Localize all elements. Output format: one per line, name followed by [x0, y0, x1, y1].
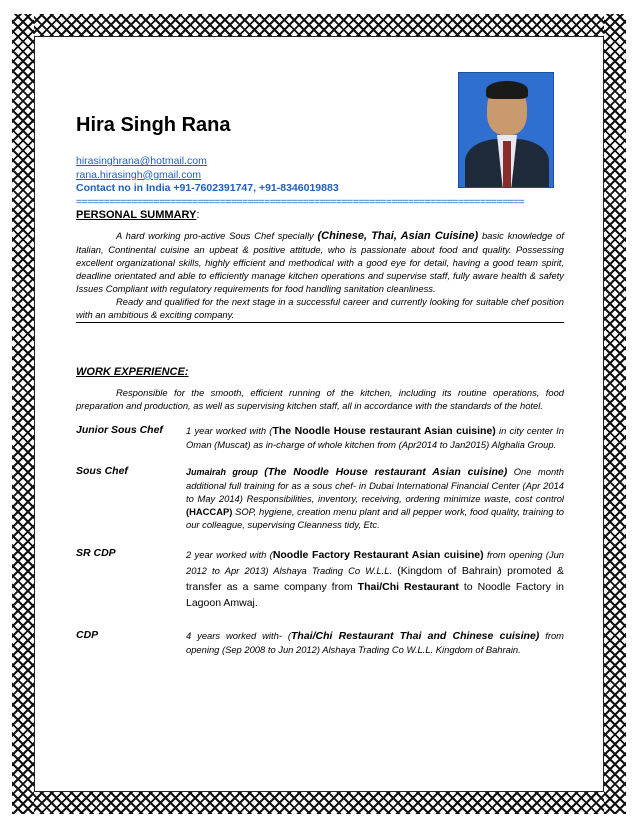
job-list [76, 424, 564, 656]
job-description: 2 year worked with (Noodle Factory Restaurant Asian cuisine) from opening (Jun 2012 to Apr 2013) Alshaya Trading Co W.L.L. (Kingdom of Bahrain) promoted & transfer as a same company from Thai/Chi Restaurant to Noodle Factory in Lagoon Amwaj. [186, 549, 565, 609]
job-description: 1 year worked with (The Noodle House restaurant Asian cuisine) in city center In Oman (Muscat) as in-charge of whole kitchen from (Apr2014 to Jan2015) Alghalia Group. [186, 425, 564, 450]
decorative-border-left [12, 14, 34, 814]
job-title: Junior Sous Chef [76, 424, 163, 436]
heading-colon: : [184, 366, 189, 378]
personal-summary-section [76, 209, 564, 323]
work-experience-section [76, 366, 564, 670]
job-description: 4 years worked with- (Thai/Chi Restaurant Thai and Chinese cuisine) from opening (Sep 2008 to Jun 2012) Alshaya Trading Co W.L.L. Kingdom of Bahrain. [186, 630, 564, 655]
decorative-border-bottom [12, 792, 626, 814]
personal-summary-heading: PERSONAL SUMMARY [76, 209, 197, 221]
summary-paragraph-1: A hard working pro-active Sous Chef specially (Chinese, Thai, Asian Cuisine) basic knowledge of Italian, Continental cuisine an upbeat & positive attitude, who is passionate about food and quality. Possessing excellent organizational skills, highly efficient and methodical with a good eye for detail, having a good team spirit, deadline orientated and able to efficiently manage kitchen operations and supervise staff, fully aware health & safety Issues Compliant with regulatory requirements for food handling sanitation cleanliness. [76, 230, 564, 294]
contact-block [76, 155, 566, 209]
work-experience-heading: WORK EXPERIENCE [76, 366, 185, 378]
job-entry [76, 465, 564, 531]
job-entry [76, 424, 564, 451]
heading-colon: : [196, 209, 200, 221]
job-entry [76, 547, 564, 611]
job-entry [76, 629, 564, 656]
phone-numbers: Contact no in India +91-7602391747, +91-8346019883 [76, 182, 339, 194]
job-title: CDP [76, 629, 99, 641]
job-title: Sous Chef [76, 465, 128, 477]
job-title: SR CDP [76, 547, 116, 559]
email-link-2[interactable]: rana.hirasingh@gmail.com [76, 168, 202, 181]
candidate-name: Hira Singh Rana [76, 114, 231, 136]
experience-intro: Responsible for the smooth, efficient running of the kitchen, including its routine operations, food preparation and production, as well as supervising kitchen staff, all in accordance with the standards of the hotel. [76, 387, 564, 411]
decorative-border-right [604, 14, 626, 814]
separator-line: ================================================================================= [76, 195, 525, 208]
email-link-1[interactable]: hirasinghrana@hotmail.com [76, 155, 207, 167]
summary-paragraph-2: Ready and qualified for the next stage in a successful career and currently looking for suitable chef position with an ambitious & exciting company. [76, 295, 564, 323]
job-description: Jumairah group (The Noodle House restaurant Asian cuisine) One month additional full training for as a sous chef- in Dubai International Financial Center (Apr 2014 to May 2014) Responsibilities, inventory, receiving, ordering minimize waste, cost control (HACCAP) SOP, hygiene, creation menu plant and all pepper work, food quality, training to our colleague, supervising Cleanness tidy, Etc. [186, 466, 564, 530]
decorative-border-top [12, 14, 626, 36]
